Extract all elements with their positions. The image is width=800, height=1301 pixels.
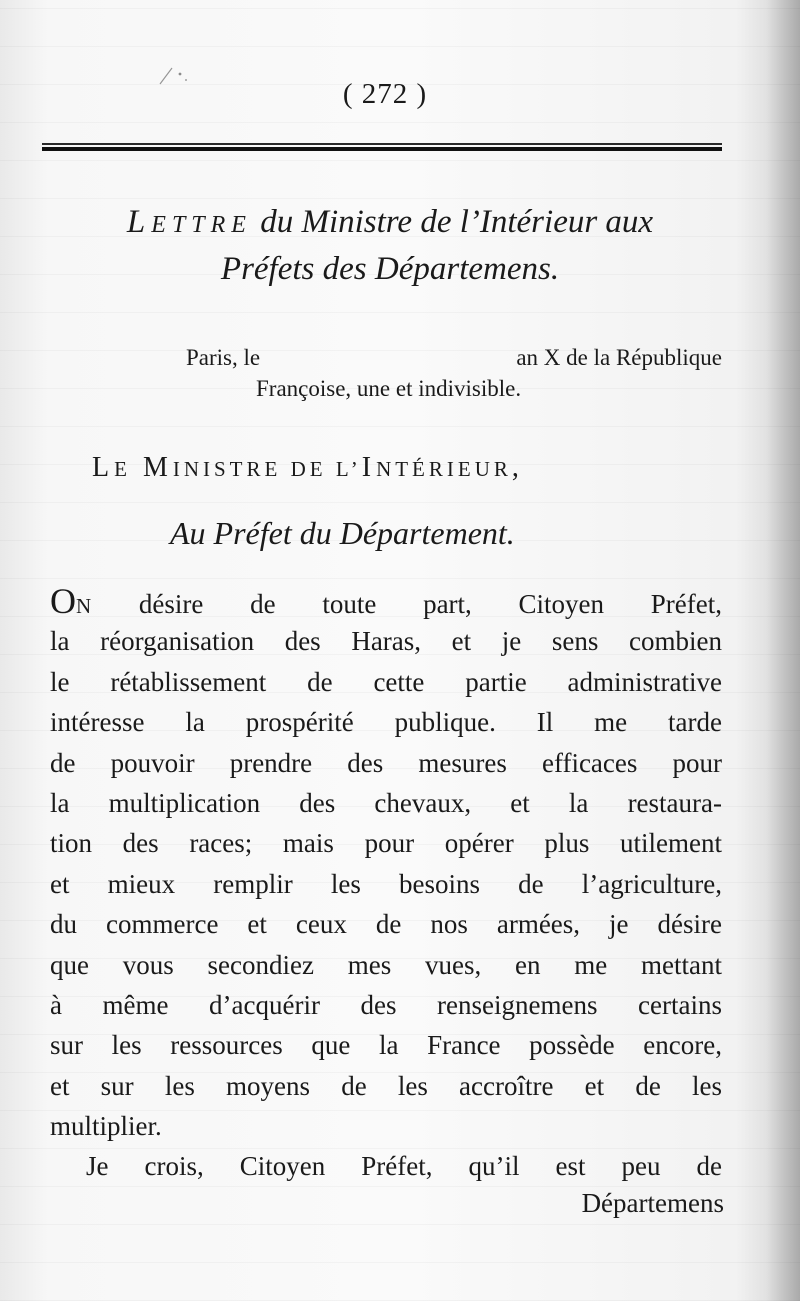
sender-sc-1: E bbox=[114, 457, 131, 481]
body-line-5: de pouvoir prendre des mesures efficaces pour bbox=[50, 747, 722, 778]
body-line-6: la multiplication des chevaux, et la restaura- bbox=[50, 787, 722, 818]
title-line-1 bbox=[50, 200, 730, 247]
catchword: Départemens bbox=[581, 1188, 724, 1218]
header-rule bbox=[42, 143, 722, 151]
body-line-10: que vous secondiez mes vues, en me mettant bbox=[50, 949, 722, 980]
sender-sc-2: INISTRE DE L’ bbox=[172, 457, 362, 481]
sender-sc-3: NTÉRIEUR bbox=[376, 457, 512, 481]
dateline-row-1 bbox=[186, 342, 722, 373]
body-line-15: Je crois, Citoyen Préfet, qu’il est peu de bbox=[86, 1151, 722, 1182]
page-number: ( 272 ) bbox=[342, 78, 428, 110]
page-gutter-shadow bbox=[766, 0, 800, 1301]
body-line-3: le rétablissement de cette partie administrative bbox=[50, 666, 722, 697]
sender-tail: , bbox=[511, 452, 524, 483]
drop-cap: O bbox=[50, 581, 76, 621]
letter-body bbox=[50, 581, 722, 1187]
drop-cap-small-caps: N bbox=[76, 594, 93, 618]
body-line-1-text: désire de toute part, Citoyen Préfet, bbox=[92, 589, 722, 619]
dateline-row-2: Françoise, une et indivisible. bbox=[256, 376, 522, 401]
body-line-13: et sur les moyens de les accroître et de les bbox=[50, 1070, 722, 1101]
body-line-7: tion des races; mais pour opérer plus utilement bbox=[50, 828, 722, 859]
body-line-12: sur les ressources que la France possède encore, bbox=[50, 1030, 722, 1061]
title-line-2: Préfets des Départemens. bbox=[220, 251, 560, 287]
body-line-14: multiplier. bbox=[50, 1111, 162, 1142]
dateline-era: an X de la République bbox=[516, 345, 722, 370]
recipient-heading: Au Préfet du Département. bbox=[170, 515, 515, 551]
title-initial: L bbox=[126, 204, 152, 240]
body-line-11: à même d’acquérir des renseignemens certains bbox=[50, 989, 722, 1020]
body-line-2: la réorganisation des Haras, et je sens combien bbox=[50, 626, 722, 657]
body-line-4: intéresse la prospérité publique. Il me tarde bbox=[50, 707, 722, 738]
title-small-caps: ETTRE bbox=[151, 212, 252, 238]
sender-cap-2: M bbox=[130, 452, 173, 483]
dateline bbox=[186, 342, 722, 404]
body-line-1 bbox=[50, 581, 722, 621]
body-line-8: et mieux remplir les besoins de l’agriculture, bbox=[50, 868, 722, 899]
document-title bbox=[50, 200, 730, 291]
sender-cap-1: L bbox=[92, 452, 115, 483]
sender-heading bbox=[92, 452, 732, 484]
title-line-1-rest: du Ministre de l’Intérieur aux bbox=[251, 204, 654, 240]
body-line-9: du commerce et ceux de nos armées, je désire bbox=[50, 909, 722, 940]
sender-cap-3: I bbox=[361, 452, 377, 483]
dateline-place: Paris, le bbox=[186, 345, 261, 370]
